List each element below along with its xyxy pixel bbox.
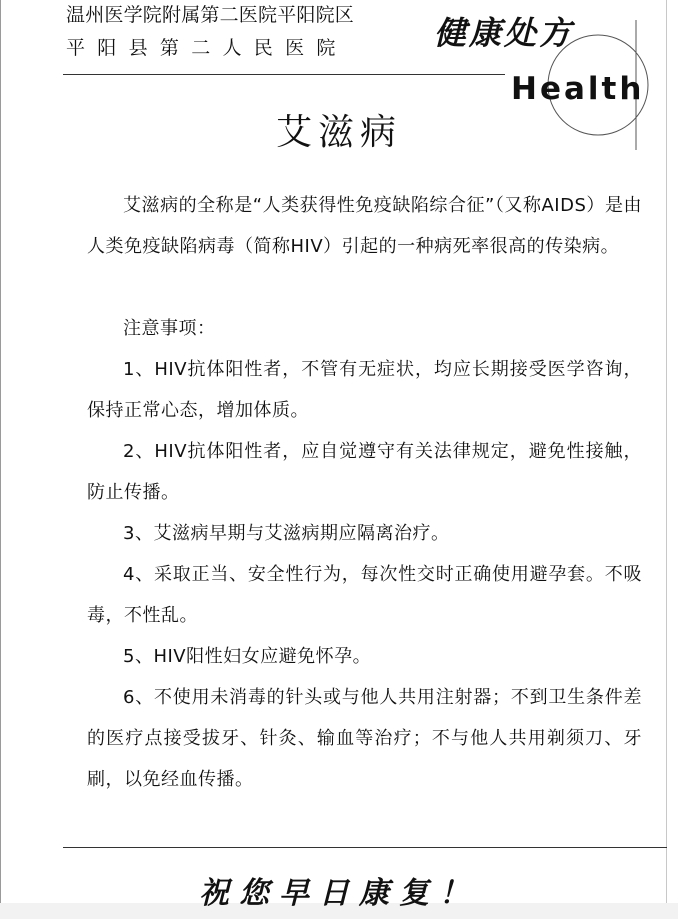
note-item: 3、艾滋病早期与艾滋病期应隔离治疗。 bbox=[123, 523, 450, 544]
health-label: Health bbox=[511, 71, 645, 107]
footer-blessing: 祝您早日康复！ bbox=[199, 876, 479, 911]
hospital-name-line-1: 温州医学院附属第二医院平阳院区 bbox=[66, 4, 355, 26]
page-title: 艾滋病 bbox=[275, 112, 402, 153]
notes-heading: 注意事项： bbox=[123, 318, 216, 339]
note-item: 6、不使用未消毒的针头或与他人共用注射器；不到卫生条件差的医疗点接受拔牙、针灸、输血等治疗；不与他人共用剃须刀、牙刷，以免经血传播。 bbox=[87, 687, 642, 790]
header-divider bbox=[63, 74, 505, 75]
footer-divider bbox=[63, 847, 667, 848]
note-item: 1、HIV抗体阳性者，不管有无症状，均应长期接受医学咨询，保持正常心态，增加体质。 bbox=[87, 359, 642, 421]
note-item: 5、HIV阳性妇女应避免怀孕。 bbox=[123, 646, 372, 667]
intro-paragraph: 艾滋病的全称是“人类获得性免疫缺陷综合征”（又称AIDS）是由人类免疫缺陷病毒（简称HIV）引起的一种病死率很高的传染病。 bbox=[87, 195, 642, 257]
note-item: 2、HIV抗体阳性者，应自觉遵守有关法律规定，避免性接触，防止传播。 bbox=[87, 441, 642, 503]
hospital-name-line-2: 平阳县第二人民医院 bbox=[66, 37, 348, 59]
note-item: 4、采取正当、安全性行为，每次性交时正确使用避孕套。不吸毒，不性乱。 bbox=[87, 564, 642, 626]
health-prescription-brand: 健康处方 bbox=[434, 14, 575, 52]
